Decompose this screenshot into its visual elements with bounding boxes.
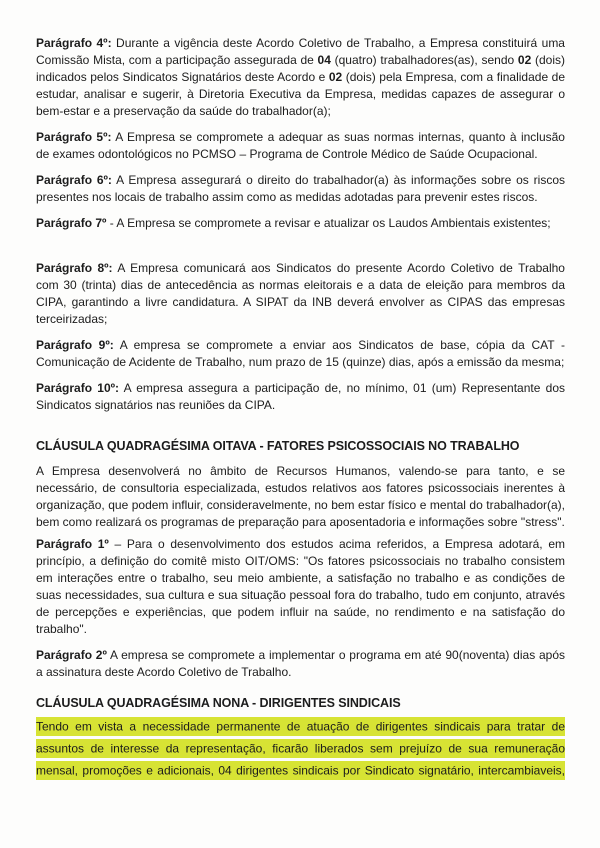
paragrafo-5 [36,129,565,163]
clausula-49-text [36,715,565,781]
paragrafo-6-segment: A Empresa assegurará o direito do trabalhador(a) às informações sobre os riscos presentes nos locais de trabalho assim como as medidas adotadas para prevenir estes riscos. [36,173,565,204]
paragrafo-4-segment: 02 [328,70,343,84]
clausula-48-body [36,463,565,531]
paragrafo-7 [36,215,565,232]
paragrafo-4-segment: Parágrafo 4º: [36,36,112,50]
clausula-48-paragrafo-2 [36,647,565,681]
paragrafo-10-segment: Parágrafo 10º: [36,381,120,395]
paragrafo-4 [36,35,565,120]
paragrafo-10-segment: A empresa assegura a participação de, no mínimo, 01 (um) Representante dos Sindicatos signatários nas reuniões da CIPA. [36,381,565,412]
clausula-48-paragrafo-1-segment: – Para o desenvolvimento dos estudos acima referidos, a Empresa adotará, em princípio, a definição do comitê misto OIT/OMS: "Os fatores psicossociais no trabalho consistem em interações entre o trabalho, seu meio ambiente, a satisfação no trabalho e as condições de suas necessidades, sua cultura e sua situação pessoal fora do trabalho, tudo em conjunto, através de percepções e experiências, que podem influir na saúde, no rendimento e na satisfação do trabalho". [36,537,566,636]
paragrafo-9-segment: A empresa se compromete a enviar aos Sindicatos de base, cópia da CAT - Comunicação de Acidente de Trabalho, num prazo de 15 (quinze) dias, após a emissão da mesma; [36,338,565,369]
paragrafo-9-segment: Parágrafo 9º: [36,338,114,352]
clausula-48-paragrafo-2-segment: A empresa se compromete a implementar o programa em até 90(noventa) dias após a assinatura deste Acordo Coletivo de Trabalho. [36,648,565,679]
paragrafo-5-segment: A Empresa se compromete a adequar as suas normas internas, quanto à inclusão de exames odontológicos no PCMSO – Programa de Controle Médico de Saúde Ocupacional. [36,130,565,161]
paragrafo-8-segment: A Empresa comunicará aos Sindicatos do presente Acordo Coletivo de Trabalho com 30 (trinta) dias de antecedência as normas eleitorais e a data de eleição para membros da CIPA, garantindo a livre candidatura. A SIPAT da INB deverá envolver as CIPAS das empresas terceirizadas; [36,261,565,326]
paragrafo-8-segment: Parágrafo 8º: [36,261,113,275]
paragrafo-4-segment: 04 [317,53,331,67]
paragrafo-6 [36,172,565,206]
clausula-48-paragrafo-1-segment: Parágrafo 1º [36,537,109,551]
clausula-48-body-segment: A Empresa desenvolverá no âmbito de Recursos Humanos, valendo-se para tanto, e se necessário, de consultoria especializada, estudos relativos aos fatores psicossociais inerentes à organização, que podem influir, consideravelmente, no bem estar físico e mental do trabalhador(a), bem como realizará os programas de preparação para aposentadoria e informações sobre "stress". [36,464,565,529]
clausula-48-paragrafo-2-segment: Parágrafo 2º [36,648,107,662]
paragrafo-7-segment: - A Empresa se compromete a revisar e atualizar os Laudos Ambientais existentes; [106,216,551,230]
paragrafo-4-segment: (dois) indicados pelos Sindicatos Signatários deste Acordo e [36,53,565,84]
paragrafo-4-segment: Durante a vigência deste Acordo Coletivo de Trabalho, a Empresa constituirá uma Comissão Mista, com a participação assegurada de [36,36,565,67]
paragrafo-9 [36,337,565,371]
paragrafo-8 [36,260,565,328]
paragrafo-5-segment: Parágrafo 5º: [36,130,112,144]
paragrafo-4-segment: (quatro) trabalhadores(as), sendo [330,53,518,67]
clausula-49-heading: CLÁUSULA QUADRAGÉSIMA NONA - DIRIGENTES SINDICAIS [36,696,401,710]
paragrafo-10 [36,380,565,414]
clausula-49-text-segment: Tendo em vista a necessidade permanente de atuação de dirigentes sindicais para tratar de assuntos de interesse da representação, ficarão liberados sem prejuízo de sua remuneração mensal, promoções e adicionais, 04 dirigentes sindicais por Sindicato signatário, intercambiaveis, [36,717,565,780]
paragrafo-4-segment: (dois) pela Empresa, com a finalidade de estudar, analisar e sugerir, à Diretoria Executiva da Empresa, medidas capazes de assegurar o bem-estar e a preservação da saúde do trabalhador(a); [36,70,566,118]
clausula-48-heading: CLÁUSULA QUADRAGÉSIMA OITAVA - FATORES PSICOSSOCIAIS NO TRABALHO [36,439,520,453]
paragrafo-7-segment: Parágrafo 7º [36,216,107,230]
paragrafo-6-segment: Parágrafo 6º: [36,173,112,187]
clausula-48-paragrafo-1 [36,536,565,638]
document-body [36,35,565,781]
paragrafo-4-segment: 02 [517,53,532,67]
